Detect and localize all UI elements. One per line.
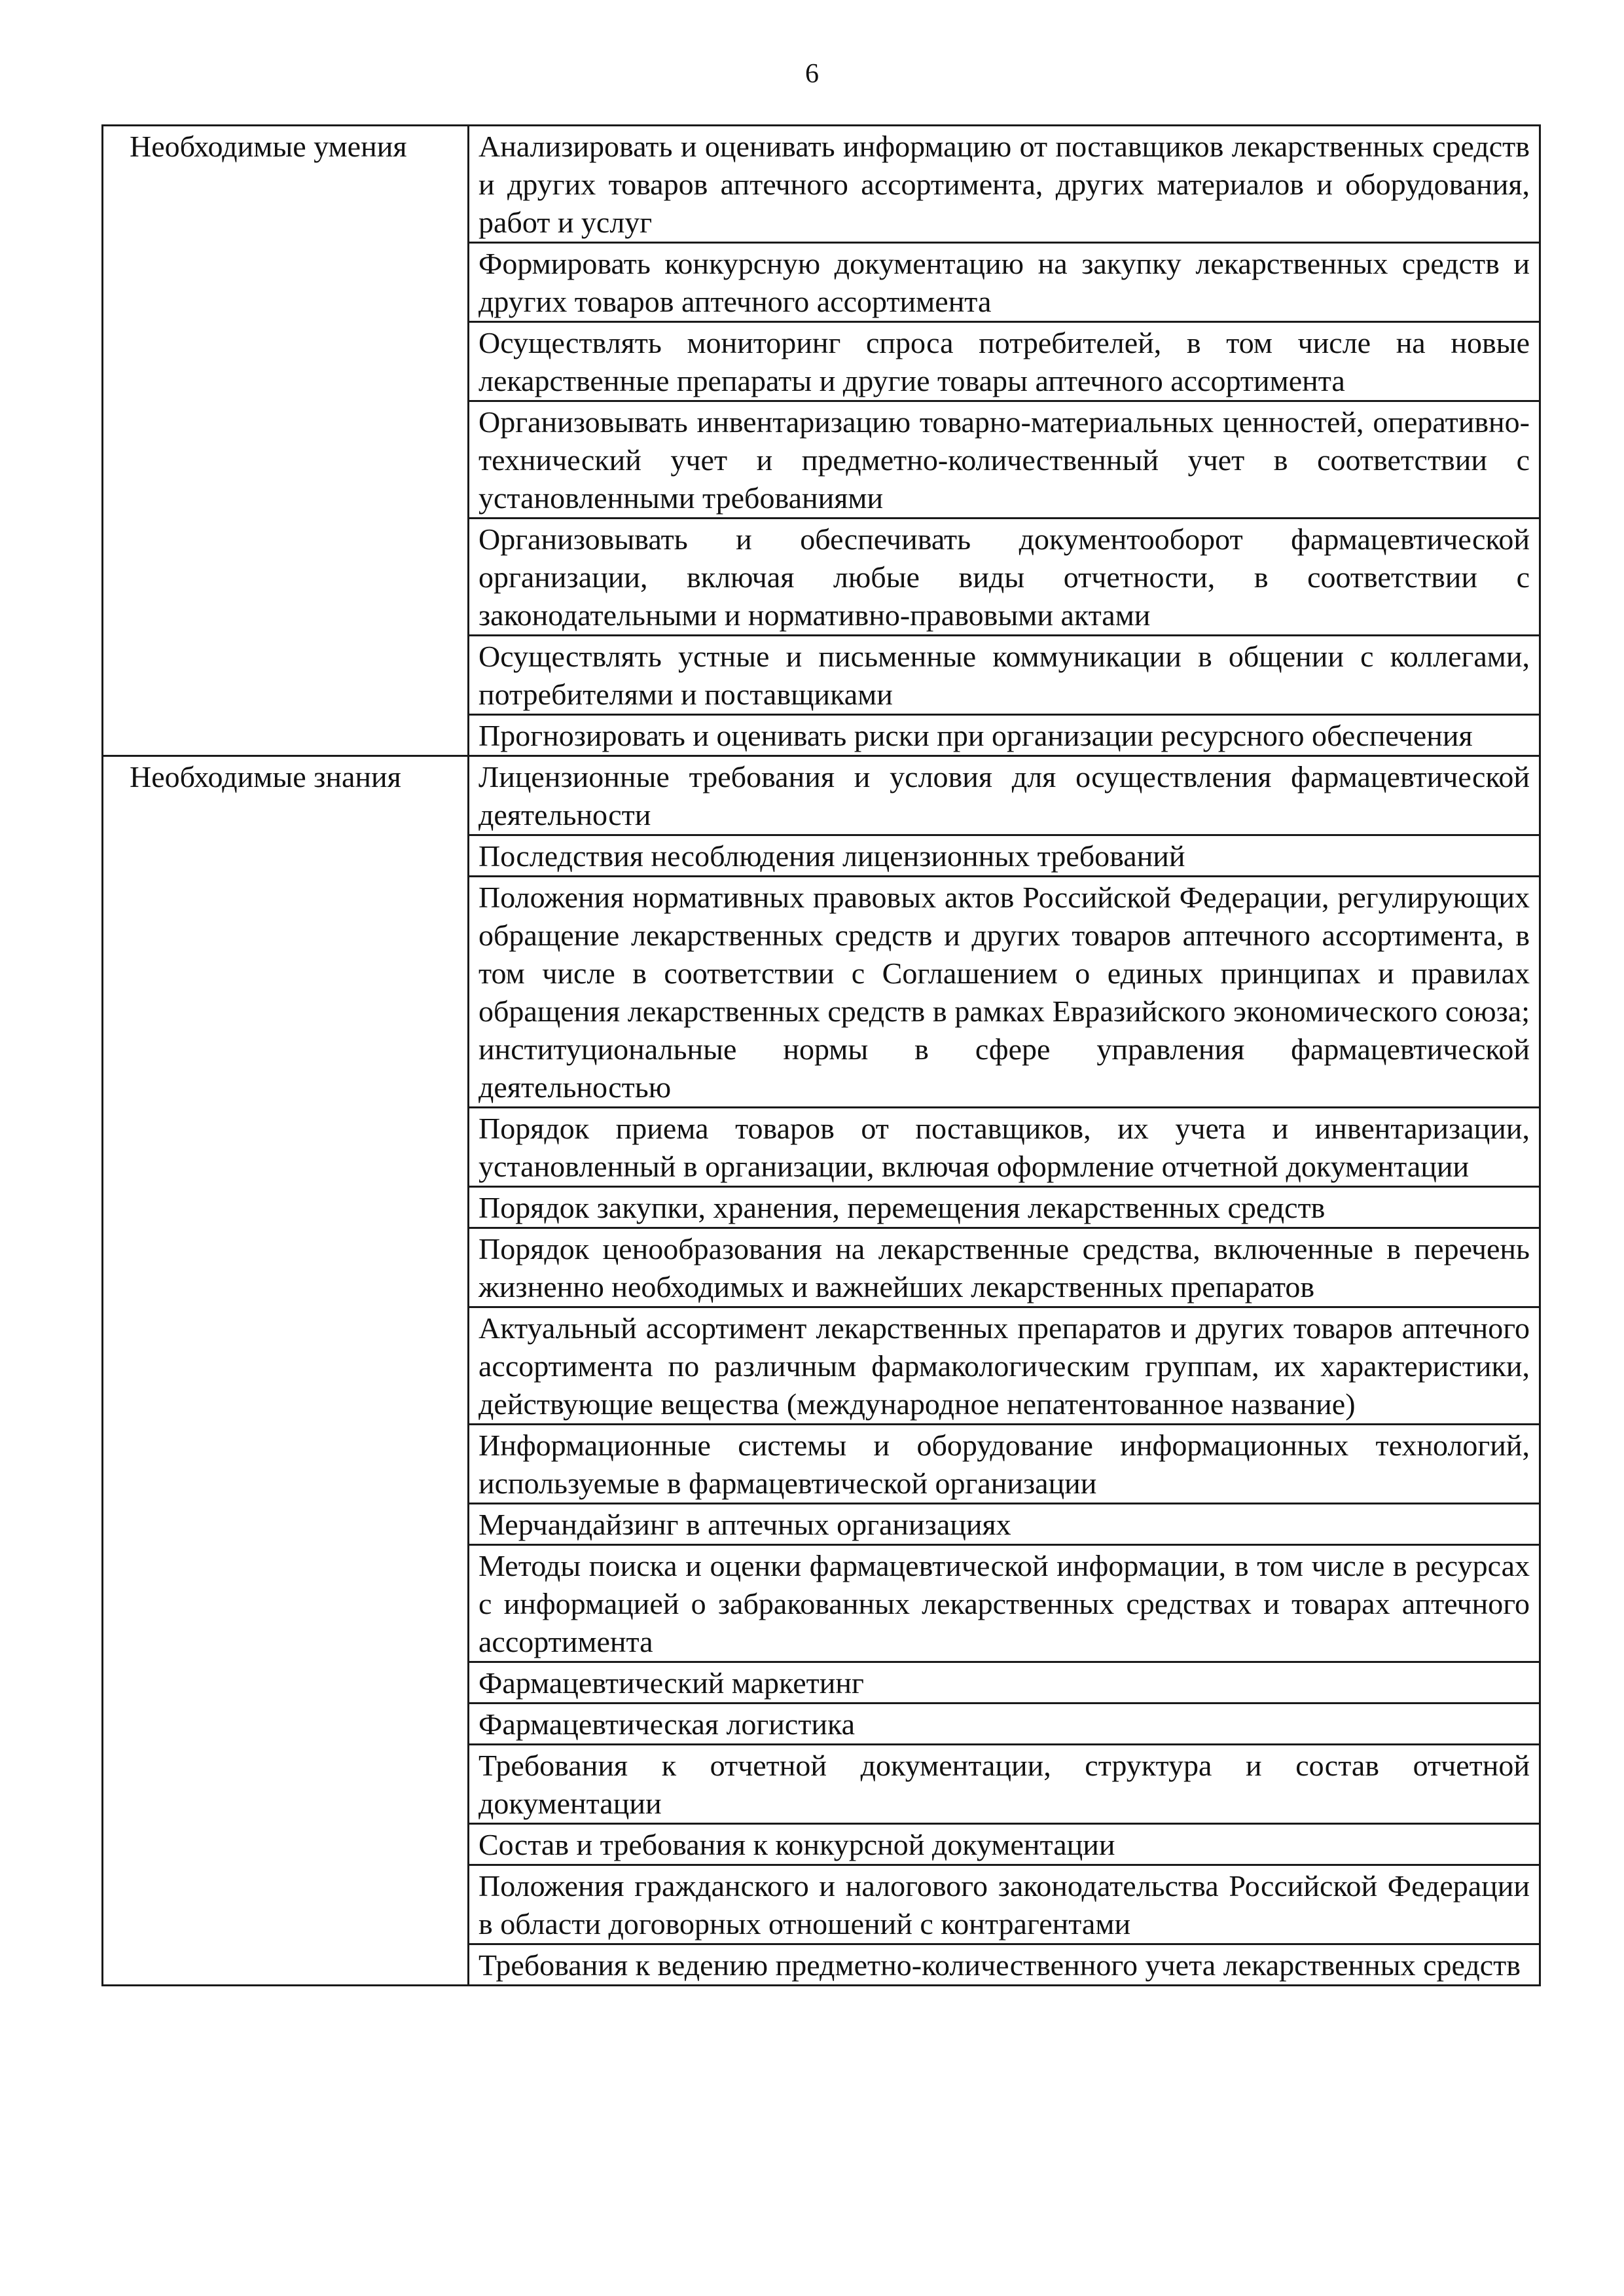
section-label-knowledge: Необходимые знания bbox=[103, 756, 469, 1986]
knowledge-item: Информационные системы и оборудование информационных технологий, используемые в фармацевтической организации bbox=[469, 1425, 1540, 1504]
knowledge-item: Положения нормативных правовых актов Российской Федерации, регулирующих обращение лекарственных средств и других товаров аптечного ассортимента, в том числе в соответствии с Соглашением о единых принципах и правилах обращения лекарственных средств в рамках Евразийского экономического союза; институциональные нормы в сфере управления фармацевтической деятельностью bbox=[469, 877, 1540, 1108]
competency-table bbox=[101, 124, 1541, 1986]
knowledge-item: Требования к отчетной документации, структура и состав отчетной документации bbox=[469, 1745, 1540, 1824]
knowledge-item: Состав и требования к конкурсной документации bbox=[469, 1824, 1540, 1865]
knowledge-item: Порядок ценообразования на лекарственные средства, включенные в перечень жизненно необходимых и важнейших лекарственных препаратов bbox=[469, 1228, 1540, 1307]
knowledge-item: Лицензионные требования и условия для осуществления фармацевтической деятельности bbox=[469, 756, 1540, 835]
knowledge-item: Актуальный ассортимент лекарственных препаратов и других товаров аптечного ассортимента по различным фармакологическим группам, их характеристики, действующие вещества (международное непатентованное название) bbox=[469, 1307, 1540, 1425]
table-row bbox=[103, 756, 1540, 835]
knowledge-item: Фармацевтическая логистика bbox=[469, 1704, 1540, 1745]
knowledge-item: Методы поиска и оценки фармацевтической информации, в том числе в ресурсах с информацией о забракованных лекарственных средствах и товарах аптечного ассортимента bbox=[469, 1545, 1540, 1662]
table-row bbox=[103, 126, 1540, 243]
skill-item: Осуществлять устные и письменные коммуникации в общении с коллегами, потребителями и поставщиками bbox=[469, 636, 1540, 715]
skill-item: Формировать конкурсную документацию на закупку лекарственных средств и других товаров аптечного ассортимента bbox=[469, 243, 1540, 322]
skill-item: Организовывать инвентаризацию товарно-материальных ценностей, оперативно-технический учет и предметно-количественный учет в соответствии с установленными требованиями bbox=[469, 401, 1540, 519]
knowledge-item: Порядок приема товаров от поставщиков, их учета и инвентаризации, установленный в организации, включая оформление отчетной документации bbox=[469, 1108, 1540, 1187]
knowledge-item: Порядок закупки, хранения, перемещения лекарственных средств bbox=[469, 1187, 1540, 1228]
skill-item: Прогнозировать и оценивать риски при организации ресурсного обеспечения bbox=[469, 715, 1540, 756]
knowledge-item: Мерчандайзинг в аптечных организациях bbox=[469, 1504, 1540, 1545]
skill-item: Организовывать и обеспечивать документооборот фармацевтической организации, включая любые виды отчетности, в соответствии с законодательными и нормативно-правовыми актами bbox=[469, 519, 1540, 636]
knowledge-item: Положения гражданского и налогового законодательства Российской Федерации в области договорных отношений с контрагентами bbox=[469, 1865, 1540, 1944]
section-label-skills: Необходимые умения bbox=[103, 126, 469, 756]
knowledge-item: Требования к ведению предметно-количественного учета лекарственных средств bbox=[469, 1944, 1540, 1986]
page-number: 6 bbox=[805, 59, 819, 89]
knowledge-item: Последствия несоблюдения лицензионных требований bbox=[469, 835, 1540, 877]
knowledge-item: Фармацевтический маркетинг bbox=[469, 1662, 1540, 1704]
skill-item: Анализировать и оценивать информацию от поставщиков лекарственных средств и других товаров аптечного ассортимента, других материалов и оборудования, работ и услуг bbox=[469, 126, 1540, 243]
skill-item: Осуществлять мониторинг спроса потребителей, в том числе на новые лекарственные препараты и другие товары аптечного ассортимента bbox=[469, 322, 1540, 401]
